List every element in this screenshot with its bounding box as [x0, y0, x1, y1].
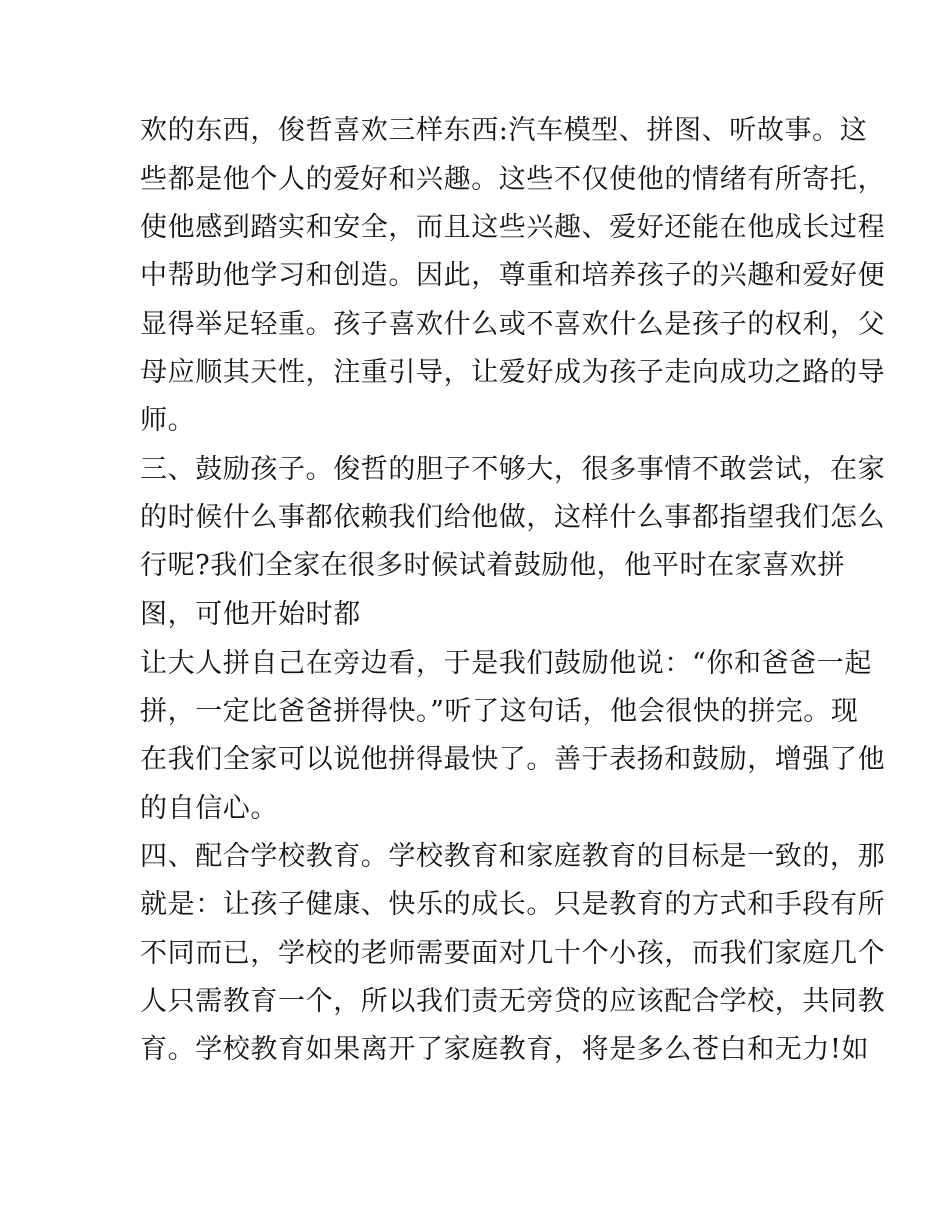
text-line: 人只需教育一个，所以我们责无旁贷的应该配合学校，共同教 [140, 986, 886, 1017]
section-heading-line: 三、鼓励孩子。俊哲的胆子不够大，很多事情不敢尝试，在家 [140, 454, 886, 485]
text-line: 使他感到踏实和安全，而且这些兴趣、爱好还能在他成长过程 [140, 212, 886, 243]
text-line: 不同而已，学校的老师需要面对几十个小孩，而我们家庭几个 [140, 938, 886, 969]
text-line: 就是：让孩子健康、快乐的成长。只是教育的方式和手段有所 [140, 889, 886, 920]
section-heading-line: 四、配合学校教育。学校教育和家庭教育的目标是一致的，那 [140, 841, 886, 872]
text-line: 母应顺其天性，注重引导，让爱好成为孩子走向成功之路的导 [140, 357, 886, 388]
text-line: 图，可他开始时都 [140, 599, 361, 630]
text-line: 欢的东西，俊哲喜欢三样东西:汽车模型、拼图、听故事。这 [140, 115, 868, 146]
text-line: 显得举足轻重。孩子喜欢什么或不喜欢什么是孩子的权利，父 [140, 309, 886, 340]
text-line: 让大人拼自己在旁边看，于是我们鼓励他说：“你和爸爸一起 [140, 648, 873, 679]
text-line: 行呢?我们全家在很多时候试着鼓励他，他平时在家喜欢拼 [140, 550, 846, 581]
text-line: 育。学校教育如果离开了家庭教育，将是多么苍白和无力!如 [140, 1034, 870, 1065]
text-line: 拼，一定比爸爸拼得快。”听了这句话，他会很快的拼完。现 [140, 696, 859, 727]
text-line: 师。 [140, 405, 196, 436]
text-line: 的时候什么事都依赖我们给他做，这样什么事都指望我们怎么 [140, 502, 886, 533]
text-line: 些都是他个人的爱好和兴趣。这些不仅使他的情绪有所寄托， [140, 164, 886, 195]
text-line: 在我们全家可以说他拼得最快了。善于表扬和鼓励，增强了他 [140, 744, 886, 775]
text-line: 的自信心。 [140, 793, 278, 824]
text-line: 中帮助他学习和创造。因此，尊重和培养孩子的兴趣和爱好便 [140, 260, 886, 291]
